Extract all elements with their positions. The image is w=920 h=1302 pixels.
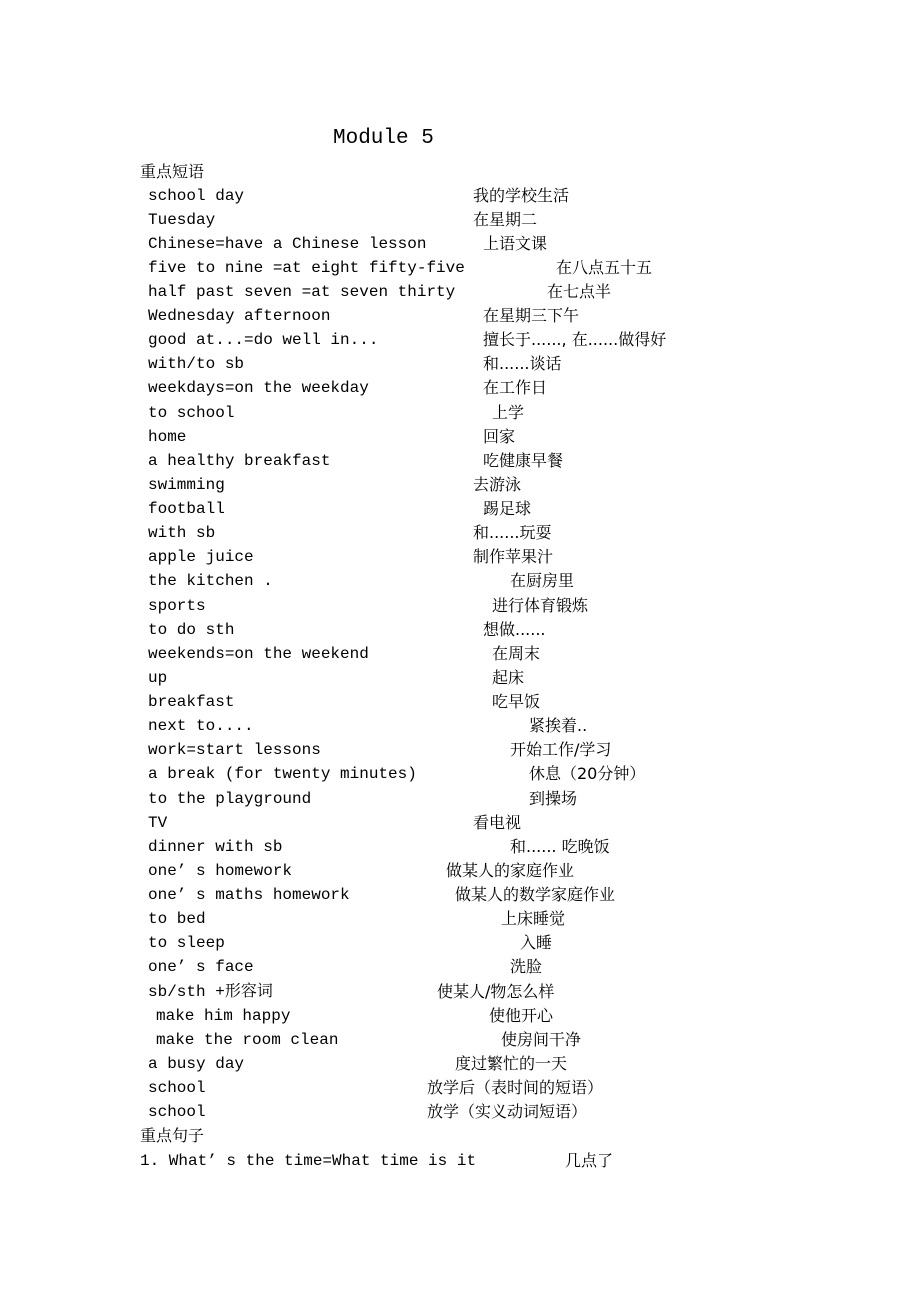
phrase-en: Chinese=have a Chinese lesson [148, 235, 427, 253]
phrase-zh: 在周末 [492, 644, 541, 663]
phrase-zh: 踢足球 [483, 499, 532, 518]
phrase-zh: 上语文课 [483, 234, 548, 253]
phrase-zh: 在七点半 [547, 282, 612, 301]
phrase-zh: 吃早饭 [492, 692, 541, 711]
phrase-zh: 度过繁忙的一天 [455, 1054, 568, 1073]
phrase-zh: 放学（实义动词短语） [427, 1102, 588, 1121]
phrase-en: to the playground [148, 790, 312, 808]
phrase-en: school [148, 1103, 206, 1121]
phrase-zh: 使他开心 [489, 1006, 554, 1025]
phrase-en: sb/sth +形容词 [148, 983, 273, 1001]
phrase-zh: 在厨房里 [510, 571, 575, 590]
phrase-en: swimming [148, 476, 225, 494]
phrase-en: breakfast [148, 693, 235, 711]
phrase-zh: 上床睡觉 [501, 909, 566, 928]
phrase-zh: 放学后（表时间的短语） [427, 1078, 604, 1097]
phrase-zh: 和...... 吃晚饭 [510, 837, 610, 856]
phrase-en: school [148, 1079, 206, 1097]
phrase-en: Wednesday afternoon [148, 307, 331, 325]
phrase-zh: 到操场 [529, 789, 578, 808]
phrase-en: Tuesday [148, 211, 216, 229]
phrase-en: sports [148, 597, 206, 615]
phrase-en: weekdays=on the weekday [148, 379, 369, 397]
phrase-en: one’ s homework [148, 862, 293, 880]
section-heading-sentences: 重点句子 [140, 1126, 205, 1145]
phrase-en: with/to sb [148, 355, 245, 373]
phrase-en: make the room clean [156, 1031, 339, 1049]
phrase-zh: 在八点五十五 [556, 258, 653, 277]
phrase-zh: 擅长于......, 在......做得好 [483, 330, 667, 349]
phrase-zh: 去游泳 [473, 475, 522, 494]
phrase-zh: 入睡 [520, 933, 553, 952]
phrase-en: school day [148, 187, 245, 205]
phrase-zh: 想做...... [483, 620, 546, 639]
phrase-zh: 我的学校生活 [473, 186, 570, 205]
phrase-en: make him happy [156, 1007, 291, 1025]
phrase-zh: 做某人的家庭作业 [446, 861, 575, 880]
phrase-en: football [148, 500, 225, 518]
phrase-en: half past seven =at seven thirty [148, 283, 456, 301]
phrase-en: to school [148, 404, 235, 422]
phrase-zh: 休息（20分钟） [529, 764, 646, 783]
phrase-zh: 在星期二 [473, 210, 538, 229]
phrase-en: a healthy breakfast [148, 452, 331, 470]
phrase-en: to bed [148, 910, 206, 928]
phrase-zh: 上学 [492, 403, 525, 422]
phrase-en: with sb [148, 524, 216, 542]
phrase-en: dinner with sb [148, 838, 283, 856]
phrase-en: to do sth [148, 621, 235, 639]
phrase-zh: 做某人的数学家庭作业 [455, 885, 616, 904]
phrase-zh: 开始工作/学习 [510, 740, 612, 759]
phrase-zh: 和......玩耍 [473, 523, 552, 542]
phrase-zh: 在星期三下午 [483, 306, 580, 325]
phrase-zh: 在工作日 [483, 378, 548, 397]
phrase-en: work=start lessons [148, 741, 321, 759]
phrase-en: up [148, 669, 168, 687]
phrase-zh: 紧挨着.. [529, 716, 588, 735]
phrase-zh: 回家 [483, 427, 516, 446]
phrase-en: next to.... [148, 717, 254, 735]
phrase-en: to sleep [148, 934, 225, 952]
phrase-zh: 起床 [492, 668, 525, 687]
sentence-zh: 几点了 [565, 1151, 614, 1170]
phrase-en: one’ s face [148, 958, 254, 976]
section-heading-phrases: 重点短语 [140, 162, 205, 181]
phrase-en: TV [148, 814, 168, 832]
phrase-en: one’ s maths homework [148, 886, 350, 904]
page-title: Module 5 [333, 127, 434, 150]
phrase-zh: 进行体育锻炼 [492, 596, 589, 615]
phrase-en: the kitchen . [148, 572, 273, 590]
phrase-en: home [148, 428, 187, 446]
phrase-en: a break (for twenty minutes) [148, 765, 417, 783]
phrase-zh: 和......谈话 [483, 354, 562, 373]
phrase-zh: 使房间干净 [501, 1030, 582, 1049]
phrase-en: five to nine =at eight fifty-five [148, 259, 465, 277]
phrase-zh: 制作苹果汁 [473, 547, 554, 566]
phrase-en: apple juice [148, 548, 254, 566]
phrase-en: weekends=on the weekend [148, 645, 369, 663]
phrase-zh: 洗脸 [510, 957, 543, 976]
phrase-zh: 使某人/物怎么样 [437, 982, 555, 1001]
phrase-zh: 看电视 [473, 813, 522, 832]
sentence-en: 1. What’ s the time=What time is it [140, 1152, 477, 1170]
phrase-en: a busy day [148, 1055, 245, 1073]
phrase-en: good at...=do well in... [148, 331, 379, 349]
phrase-zh: 吃健康早餐 [483, 451, 564, 470]
